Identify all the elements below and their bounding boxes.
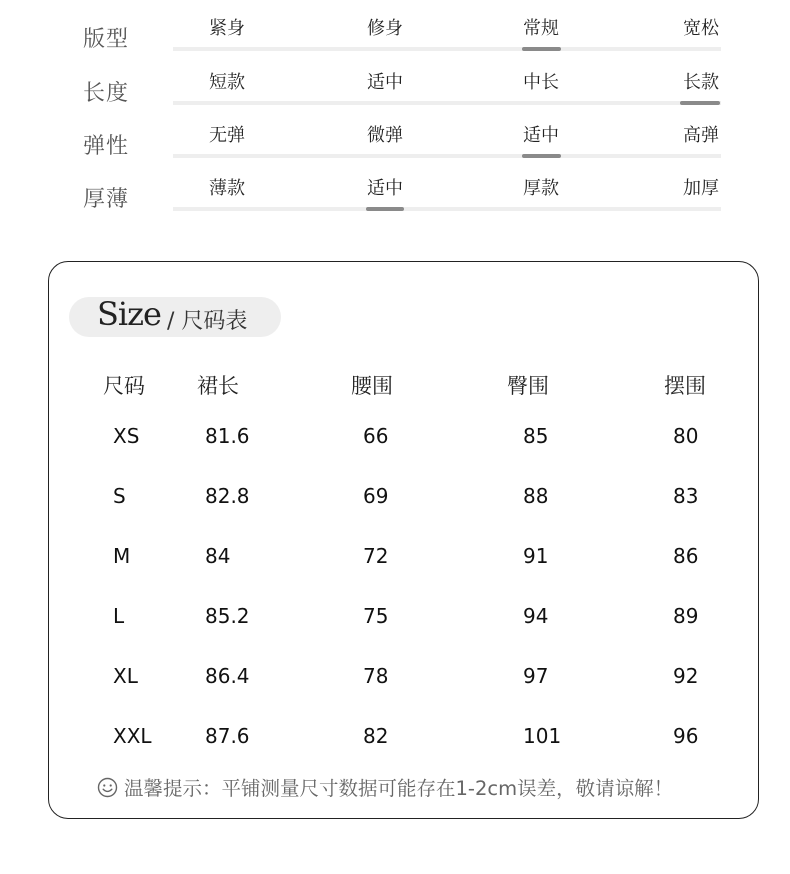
size-value-cell: 89 — [673, 604, 699, 628]
size-value-cell: 80 — [673, 424, 699, 448]
size-title-pill — [69, 297, 281, 337]
attribute-option: 长款 — [683, 72, 719, 93]
attribute-option: 中长 — [523, 72, 559, 93]
size-value-cell: 91 — [523, 544, 549, 568]
attribute-option: 适中 — [367, 72, 403, 93]
attribute-row — [0, 178, 790, 232]
size-value-cell: 69 — [363, 484, 389, 508]
size-table-header: 裙长 — [197, 374, 239, 398]
size-value-cell: 87.6 — [205, 724, 250, 748]
size-table-header: 尺码 — [103, 374, 145, 398]
attribute-track — [173, 47, 721, 51]
attribute-option: 适中 — [367, 178, 403, 199]
attribute-selected-marker — [680, 101, 720, 105]
attribute-option: 高弹 — [683, 125, 719, 146]
size-value-cell: 82 — [363, 724, 389, 748]
attribute-label: 弹性 — [83, 134, 130, 159]
size-value-cell: 84 — [205, 544, 231, 568]
size-title: Size — [97, 295, 161, 333]
size-value-cell: 92 — [673, 664, 699, 688]
size-table-header: 摆围 — [664, 374, 706, 398]
attribute-option: 紧身 — [209, 18, 245, 39]
size-value-cell: 94 — [523, 604, 549, 628]
size-value-cell: 66 — [363, 424, 389, 448]
size-label-cell: XS — [113, 424, 140, 448]
size-value-cell: 72 — [363, 544, 389, 568]
attribute-track — [173, 207, 721, 211]
size-label-cell: L — [113, 604, 125, 628]
attribute-option: 适中 — [523, 125, 559, 146]
smile-icon — [97, 777, 118, 798]
size-label-cell: S — [113, 484, 126, 508]
size-value-cell: 81.6 — [205, 424, 250, 448]
size-value-cell: 96 — [673, 724, 699, 748]
attribute-label: 版型 — [83, 27, 130, 52]
size-value-cell: 88 — [523, 484, 549, 508]
size-value-cell: 82.8 — [205, 484, 250, 508]
size-table-header: 臀围 — [507, 374, 549, 398]
attribute-option: 修身 — [367, 18, 403, 39]
attribute-row — [0, 72, 790, 126]
size-value-cell: 85.2 — [205, 604, 250, 628]
size-value-cell: 75 — [363, 604, 389, 628]
attribute-track — [173, 101, 721, 105]
size-table-header: 腰围 — [351, 374, 393, 398]
size-subtitle: / 尺码表 — [167, 309, 248, 334]
attribute-row — [0, 125, 790, 179]
size-table-card — [48, 261, 759, 819]
attribute-selected-marker — [522, 154, 561, 158]
size-tip — [97, 773, 673, 801]
attribute-option: 薄款 — [209, 178, 245, 199]
attribute-selected-marker — [366, 207, 404, 211]
size-value-cell: 83 — [673, 484, 699, 508]
attribute-row — [0, 18, 790, 72]
size-value-cell: 86 — [673, 544, 699, 568]
size-label-cell: XXL — [113, 724, 152, 748]
attribute-option: 宽松 — [683, 18, 719, 39]
size-tip-text: 温馨提示：平铺测量尺寸数据可能存在1-2cm误差，敬请谅解！ — [124, 777, 674, 800]
size-value-cell: 97 — [523, 664, 549, 688]
size-value-cell: 101 — [523, 724, 562, 748]
size-value-cell: 86.4 — [205, 664, 250, 688]
size-value-cell: 85 — [523, 424, 549, 448]
attribute-option: 厚款 — [523, 178, 559, 199]
attribute-selected-marker — [522, 47, 561, 51]
attribute-label: 长度 — [83, 81, 130, 106]
attribute-option: 常规 — [523, 18, 559, 39]
attribute-option: 无弹 — [209, 125, 245, 146]
attribute-label: 厚薄 — [83, 187, 130, 212]
attribute-option: 微弹 — [367, 125, 403, 146]
size-label-cell: M — [113, 544, 131, 568]
attribute-option: 短款 — [209, 72, 245, 93]
size-label-cell: XL — [113, 664, 138, 688]
attribute-option: 加厚 — [683, 178, 719, 199]
attribute-track — [173, 154, 721, 158]
size-value-cell: 78 — [363, 664, 389, 688]
